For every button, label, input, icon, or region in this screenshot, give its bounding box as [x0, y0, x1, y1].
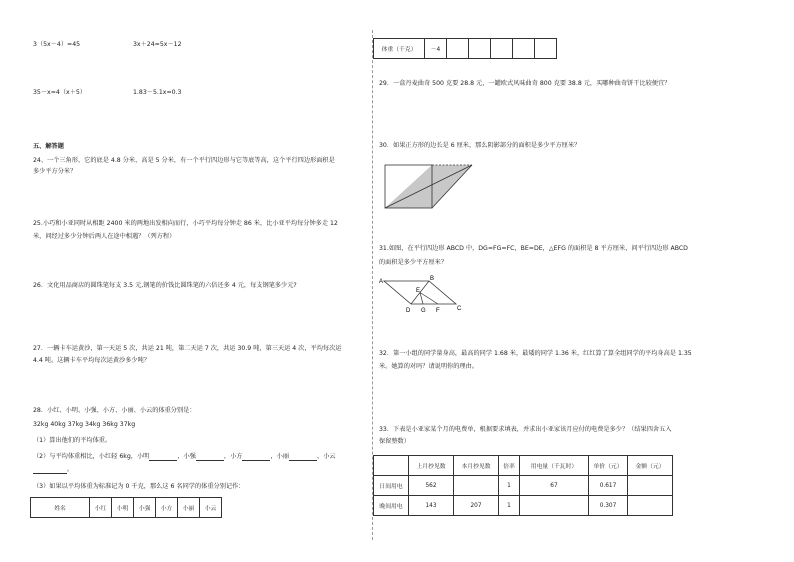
bill-header-cell: 金额（元）	[628, 456, 673, 476]
name-table-row	[31, 498, 222, 518]
name-table-cell: 小丽	[178, 498, 200, 518]
question-32-line-1: 32．第一小组的同学量身高，最高的同学 1.68 米，最矮的同学 1.36 米，红红算了算全组同学的平均身高是 1.35	[379, 350, 692, 357]
question-28-part-2-cont: 。	[33, 466, 73, 474]
weight-table-label: 体重（千克）	[374, 39, 425, 59]
weight-table-cell[interactable]	[469, 39, 491, 59]
weight-table-cell[interactable]	[447, 39, 469, 59]
question-31-line-1: 31.如图，在平行四边形 ABCD 中，DG=FG=FC，BE=DE，△EFG 的面积是 8 平方厘米，问平行四边形 ABCD	[379, 245, 688, 252]
bill-cell: 日间用电	[374, 476, 409, 496]
bill-header-cell: 用电量（千瓦时）	[520, 456, 589, 476]
answer-blank-xiaofang[interactable]	[242, 454, 270, 461]
question-28-part-3: （3）如果以平均体重为标准记为 0 千克，那么这 6 名同学的体重分别记作：	[33, 483, 245, 490]
bill-header-cell: 倍率	[499, 456, 520, 476]
answer-blank-xiaoli[interactable]	[289, 454, 317, 461]
equation-2: 3x＋24=5x－12	[133, 41, 182, 48]
answer-blank-xiaoyun[interactable]	[33, 467, 67, 474]
bill-cell[interactable]	[520, 496, 589, 516]
label-a: A	[379, 279, 384, 285]
bill-cell: 晚间用电	[374, 496, 409, 516]
question-31-line-2: 的面积是多少平方厘米？	[379, 259, 448, 266]
table-row	[374, 476, 673, 496]
label-e: E	[416, 288, 421, 294]
bill-header-cell: 单价（元）	[589, 456, 628, 476]
label-b: B	[430, 276, 435, 282]
label-g: G	[421, 308, 426, 314]
table-row	[374, 456, 673, 476]
name-table-cell: 小明	[112, 498, 134, 518]
question-28-part-2: （2）与平均体重相比，小红轻 6kg，小明 ，小强 ，小方 ，小丽 ，小云	[33, 453, 336, 460]
question-33-line-1: 33．下表是小亚家某个月的电费单，根据要求填表，并求出小亚家该月应付的电费是多少？（结果四舍五入	[379, 426, 672, 433]
bill-cell[interactable]	[628, 476, 673, 496]
weight-table-cell[interactable]	[513, 39, 535, 59]
question-27-line-2: 4.4 吨。这辆卡车平均每次运黄沙多少吨？	[33, 357, 150, 364]
square-shaded-figure	[384, 162, 480, 210]
weight-table-cell: －4	[425, 39, 447, 59]
weight-table-row	[374, 39, 557, 59]
weight-table-cell[interactable]	[491, 39, 513, 59]
bill-header-cell	[374, 456, 409, 476]
name-table-cell: 小强	[134, 498, 156, 518]
parallelogram-figure	[378, 272, 468, 314]
question-27-line-1: 27．一辆卡车运黄沙，第一天运 5 次，共运 21 吨，第二天运 7 次，共运 30.9 吨，第三天运 4 次，平均每次运	[33, 345, 342, 352]
bill-cell: 143	[409, 496, 454, 516]
bill-cell: 1	[499, 476, 520, 496]
label-c: C	[457, 306, 462, 312]
section-heading: 五、解答题	[33, 143, 64, 150]
question-28-weights: 32kg 40kg 37kg 34kg 36kg 37kg	[33, 421, 136, 428]
question-29: 29．一盒丹麦曲奇 500 克要 28.8 元，一罐欧式风味曲奇 800 克要 38.8 元，买哪种曲奇饼干比较便宜？	[379, 80, 671, 87]
bill-cell: 562	[409, 476, 454, 496]
bill-cell: 0.617	[589, 476, 628, 496]
electric-bill-table	[373, 455, 673, 516]
question-33-line-2: 保留整数）	[379, 438, 410, 445]
answer-blank-xiaoming[interactable]	[149, 454, 177, 461]
equation-3: 35－x=4（x＋5）	[33, 89, 87, 96]
question-28-intro: 28．小红、小明、小强、小方、小丽、小云的体重分别是：	[33, 407, 196, 414]
equation-1: 3（5x－4）=45	[33, 41, 81, 48]
bill-header-cell: 上月抄见数	[409, 456, 454, 476]
question-28-part-1: （1）算出他们的平均体重。	[33, 437, 112, 444]
question-25-line-2: 米，问经过多少分钟后两人在途中相遇？（列方程）	[33, 233, 176, 240]
label-d: D	[406, 308, 411, 314]
question-25-line-1: 25.小巧和小亚同时从相距 2400 米的两地出发相向而行，小巧平均每分钟走 86 米，比小亚平均每分钟多走 12	[33, 220, 338, 227]
name-table-cell: 小方	[156, 498, 178, 518]
weight-table-cell[interactable]	[535, 39, 557, 59]
weight-table	[373, 38, 557, 59]
equation-4: 1.83－5.1x=0.3	[133, 89, 182, 96]
question-24-line-1: 24、一个三角形，它的底是 4.8 分米，高是 5 分米，有一个平行四边形与它等底等高，这个平行四边形面积是	[33, 157, 335, 164]
table-row	[374, 496, 673, 516]
bill-cell: 67	[520, 476, 589, 496]
bill-header-cell: 本月抄见数	[454, 456, 499, 476]
question-26: 26．文化用品商店的圆珠笔每支 3.5 元,钢笔的价钱比圆珠笔的六倍还多 4 元，每支钢笔多少元?	[33, 282, 297, 289]
name-table-cell: 小红	[90, 498, 112, 518]
bill-cell[interactable]	[454, 476, 499, 496]
label-f: F	[436, 308, 440, 314]
answer-blank-xiaoqiang[interactable]	[196, 454, 224, 461]
name-table-header-cell: 姓名	[31, 498, 90, 518]
question-32-line-2: 米。她算的对吗？请说明你的理由。	[379, 363, 478, 370]
bill-cell: 1	[499, 496, 520, 516]
bill-cell: 207	[454, 496, 499, 516]
name-table	[30, 497, 222, 518]
bill-cell[interactable]	[628, 496, 673, 516]
question-24-line-2: 多少平方分米？	[33, 168, 77, 175]
name-table-cell: 小云	[200, 498, 222, 518]
bill-cell: 0.307	[589, 496, 628, 516]
question-30: 30．如果正方形的边长是 6 厘米，那么阴影部分的面积是多少平方厘米？	[379, 142, 581, 149]
